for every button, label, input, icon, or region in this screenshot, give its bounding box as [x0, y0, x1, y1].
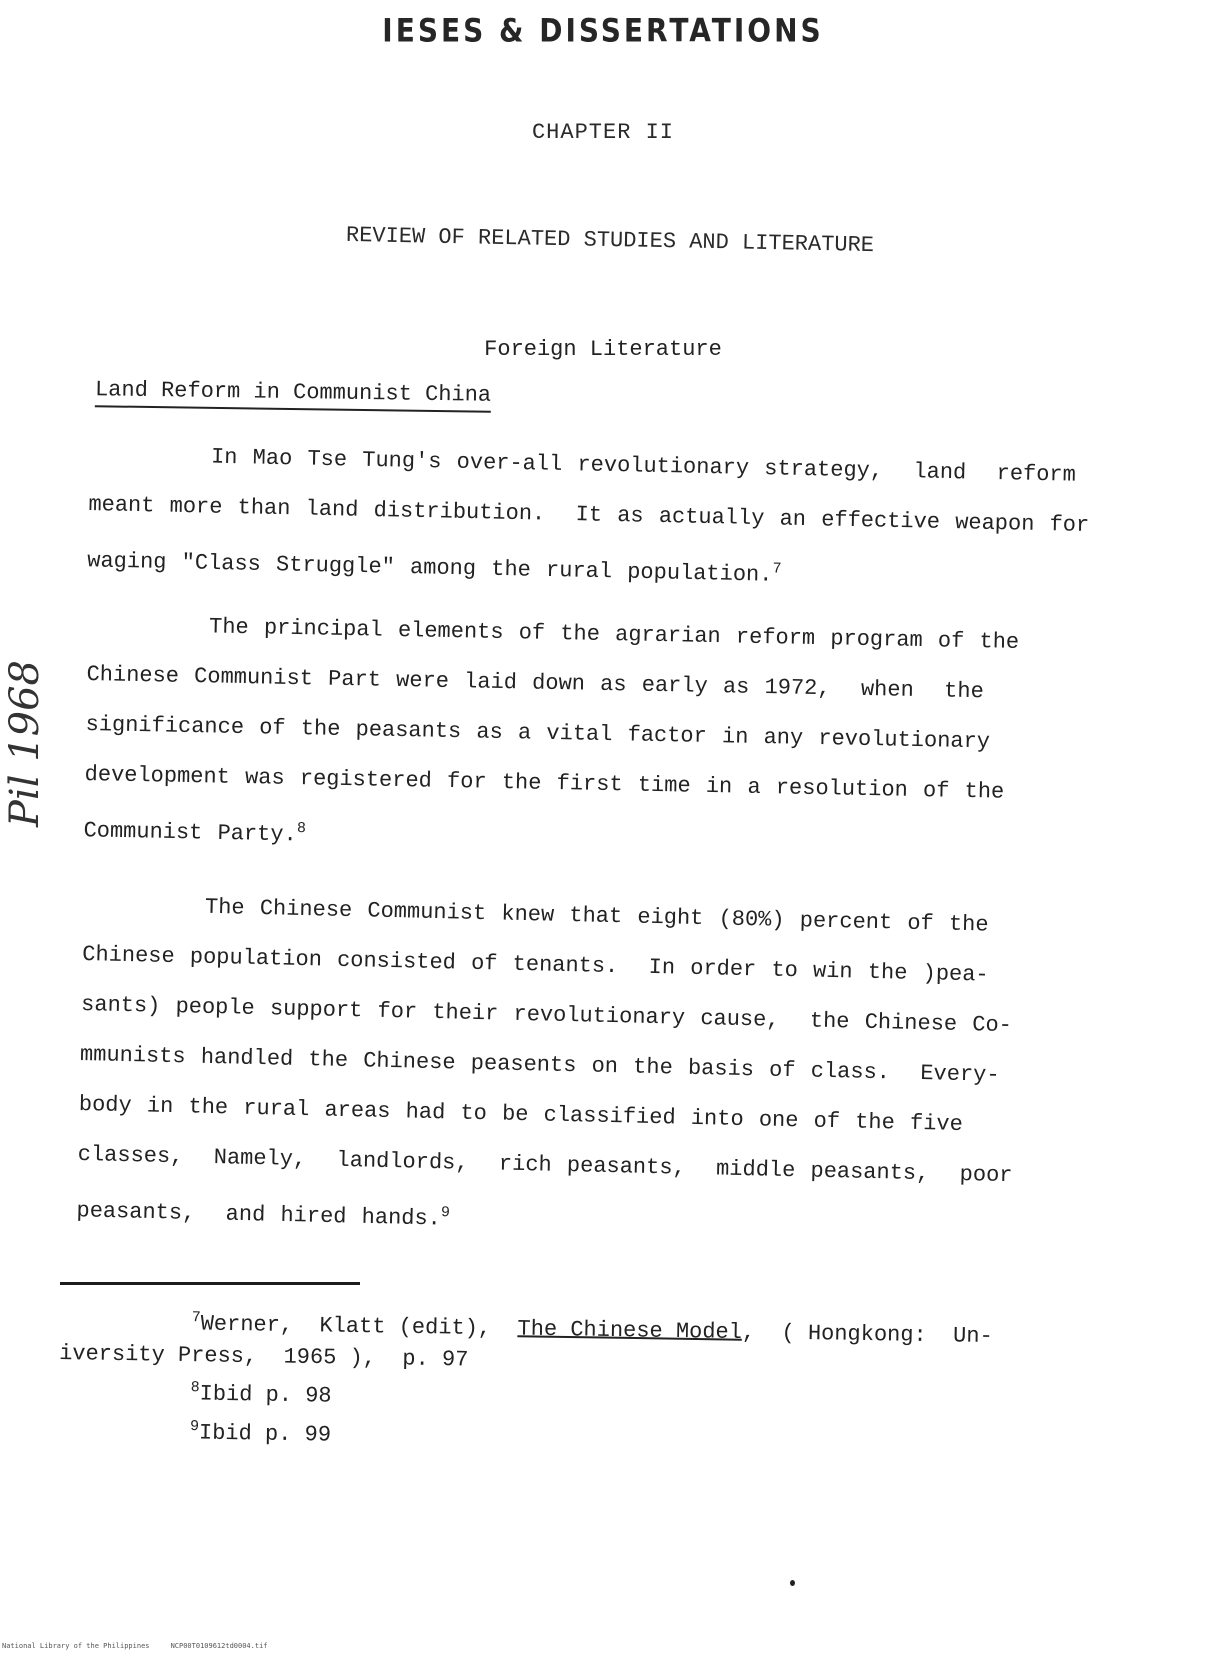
- chapter-title: REVIEW OF RELATED STUDIES AND LITERATURE: [345, 222, 875, 259]
- footnote-text: Ibid p. 99: [198, 1420, 332, 1448]
- handwritten-margin-note: Pil 1968: [2, 660, 48, 828]
- footnote-number: 8: [190, 1379, 200, 1397]
- paragraph-line: The principal elements of the agrarian reform program of the: [87, 611, 1020, 655]
- subheading: Land Reform in Communist China: [95, 377, 491, 413]
- paragraph-line: In Mao Tse Tung's over-all revolutionary strategy, land reform: [89, 441, 1077, 488]
- paragraph-line: development was registered for the first time in a resolution of the: [84, 761, 1005, 805]
- paragraph-2: [83, 600, 1019, 874]
- chapter-number: CHAPTER II: [531, 120, 675, 145]
- section-title: Foreign Literature: [484, 337, 722, 362]
- footnote-text: Ibid p. 98: [199, 1381, 332, 1409]
- paragraph-1: [87, 430, 1091, 607]
- footnote-number: 9: [189, 1417, 200, 1435]
- paragraph-line: body in the rural areas had to be classified into one of the five: [78, 1091, 964, 1137]
- footnote-text: , ( Hongkong: Un-: [741, 1320, 993, 1349]
- paragraph-line-text: waging "Class Struggle" among the rural population.: [86, 548, 773, 588]
- footnote-number: 7: [191, 1309, 201, 1327]
- paragraph-line-text: Communist Party.: [83, 818, 298, 848]
- paragraph-line: Chinese population consisted of tenants. In order to win the )pea-: [82, 941, 989, 988]
- footnote-ref-7: 7: [772, 560, 782, 578]
- paragraph-line: sants) people support for their revolutionary cause, the Chinese Co-: [80, 991, 1013, 1039]
- footnotes: [58, 1300, 993, 1462]
- paragraph-line: significance of the peasants as a vital factor in any revolutionary: [85, 711, 991, 755]
- scan-credit-line: National Library of the Philippines NCP00T0109612td0004.tif: [2, 1642, 268, 1650]
- footnote-ref-9: 9: [440, 1204, 451, 1222]
- paragraph-3: [76, 880, 1019, 1257]
- footnote-divider: [60, 1282, 360, 1285]
- footnote-ref-8: 8: [296, 820, 307, 838]
- ink-speck: [790, 1580, 795, 1586]
- paragraph-line: classes, Namely, landlords, rich peasants, middle peasants, poor: [77, 1141, 1013, 1189]
- paragraph-line: mmunists handled the Chinese peasents on the basis of class. Every-: [79, 1041, 1000, 1088]
- footnote-text: Werner, Klatt (edit),: [200, 1311, 518, 1342]
- paragraph-line: meant more than land distribution. It as actually an effective weapon for: [88, 491, 1090, 538]
- cited-book-title: The Chinese Model: [517, 1316, 743, 1346]
- paragraph-line: Chinese Communist Part were laid down as early as 1972, when the: [86, 661, 984, 705]
- footnote-7-continued: iversity Press, 1965 ), p. 97: [58, 1341, 469, 1373]
- paragraph-line-text: peasants, and hired hands.: [76, 1198, 442, 1232]
- theses-dissertations-stamp: IESES & DISSERTATIONS: [382, 11, 824, 50]
- paragraph-line: The Chinese Communist knew that eight (80%) percent of the: [83, 891, 989, 938]
